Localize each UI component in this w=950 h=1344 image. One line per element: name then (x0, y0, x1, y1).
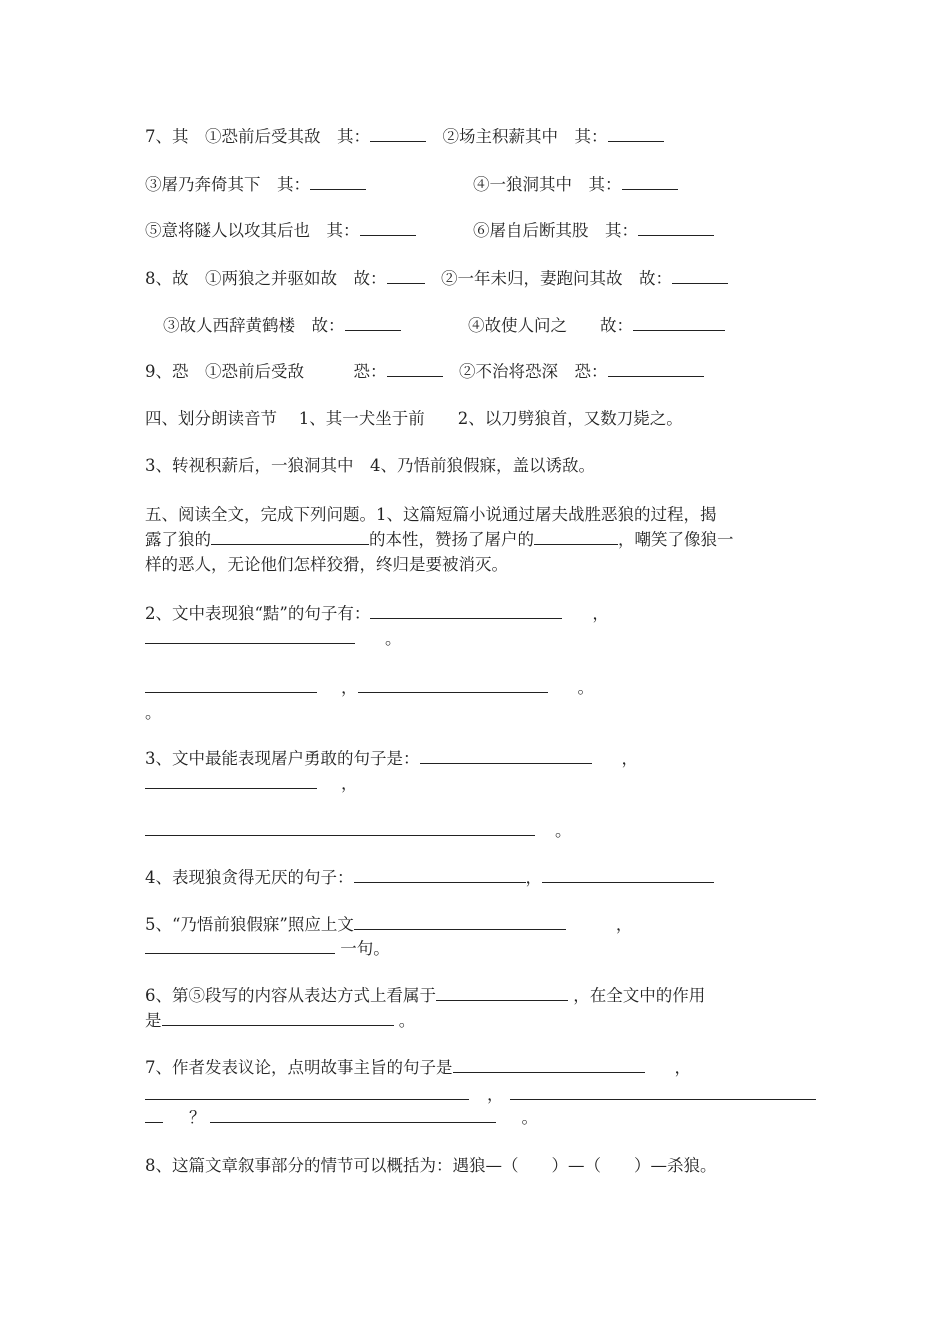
q7-item-1: 7、其 ①恐前后受其敌 其： (145, 127, 370, 146)
comma: ， (674, 1058, 691, 1077)
blank[interactable] (638, 220, 714, 236)
q7-row-2b (473, 174, 678, 196)
blank[interactable] (145, 773, 317, 789)
comma: ， (341, 678, 358, 697)
blank[interactable] (534, 529, 618, 545)
q7-item-3: ③屠乃奔倚其下 其： (145, 175, 310, 194)
period: 。 (577, 678, 594, 697)
blank[interactable] (387, 361, 443, 377)
q3-line-3 (145, 820, 572, 842)
q6-line-1 (145, 985, 705, 1007)
period: 。 (555, 821, 572, 840)
text: 的本性，赞扬了屠户的 (369, 530, 534, 549)
section5-line-3: 样的恶人，无论他们怎样狡猾，终归是要被消灭。 (145, 555, 508, 574)
q2-line-3 (145, 677, 594, 699)
blank[interactable] (145, 1107, 163, 1123)
q7-item-2: ②场主积薪其中 其： (426, 127, 608, 146)
blank[interactable] (162, 1010, 394, 1026)
blank[interactable] (360, 220, 416, 236)
s5-q7-line-1 (145, 1057, 691, 1079)
blank[interactable] (210, 1107, 496, 1123)
q5-line-1 (145, 914, 632, 936)
s5-q8-line: 8、这篇文章叙事部分的情节可以概括为：遇狼—（ ）—（ ）—杀狼。 (145, 1156, 717, 1175)
blank[interactable] (453, 1057, 645, 1073)
q4-line (145, 867, 714, 889)
blank[interactable] (622, 174, 678, 190)
q7-item-6: ⑥屠自后断其股 其： (473, 221, 638, 240)
blank[interactable] (145, 628, 355, 644)
comma: ， (592, 604, 609, 623)
section5-line-1: 五、阅读全文，完成下列问题。1、这篇短篇小说通过屠夫战胜恶狼的过程，揭 (145, 505, 717, 524)
comma: ， (487, 1085, 504, 1104)
text: ，嘲笑了像狼一 (618, 530, 734, 549)
blank[interactable] (345, 315, 401, 331)
period: 。 (385, 629, 402, 648)
q8-row-2b (468, 315, 725, 337)
q3-line-1 (145, 748, 638, 770)
q7-row-1 (145, 126, 664, 148)
blank[interactable] (310, 174, 366, 190)
blank[interactable] (370, 603, 562, 619)
q2-line-1 (145, 603, 609, 625)
blank[interactable] (354, 867, 526, 883)
q3-text: 3、文中最能表现屠户勇敢的句子是： (145, 749, 420, 768)
q5-line-2 (145, 938, 390, 960)
q2-text: 2、文中表现狼“黠”的句子有： (145, 604, 371, 623)
question-mark: ？ (189, 1108, 206, 1127)
section5-line-2 (145, 529, 734, 551)
blank[interactable] (145, 677, 317, 693)
q8-item-3: ③故人西辞黄鹤楼 故： (163, 316, 345, 335)
q7-item-5: ⑤意将隧人以攻其后也 其： (145, 221, 360, 240)
comma: ， (525, 868, 542, 887)
blank[interactable] (420, 748, 592, 764)
blank[interactable] (145, 820, 535, 836)
q9-item-1: 9、恐 ①恐前后受敌 恐： (145, 362, 387, 381)
q4-text: 4、表现狼贪得无厌的句子： (145, 868, 354, 887)
blank[interactable] (510, 1084, 816, 1100)
section4-line-2: 3、转视积薪后，一狼洞其中 4、乃悟前狼假寐，盖以诱敌。 (145, 456, 595, 475)
blank[interactable] (387, 268, 425, 284)
q6-text-3: 是 (145, 1011, 162, 1030)
comma: ， (341, 774, 358, 793)
q5-end: 一句。 (335, 939, 390, 958)
comma: ， (615, 915, 633, 934)
s5-q7-text: 7、作者发表议论，点明故事主旨的句子是 (145, 1058, 453, 1077)
blank[interactable] (633, 315, 725, 331)
q6-text-4: 。 (393, 1011, 416, 1030)
q6-text: 6、第⑤段写的内容从表达方式上看属于 (145, 986, 436, 1005)
s5-q7-line-3 (145, 1107, 538, 1129)
q7-item-4: ④一狼洞其中 其： (473, 175, 622, 194)
period: 。 (521, 1108, 538, 1127)
blank[interactable] (608, 361, 704, 377)
blank[interactable] (354, 914, 566, 930)
q9-row (145, 361, 704, 383)
q6-text-2: ，在全文中的作用 (568, 986, 706, 1005)
q8-row-1 (145, 268, 728, 290)
blank[interactable] (542, 867, 714, 883)
q8-item-1: 8、故 ①两狼之并驱如故 故： (145, 269, 387, 288)
q6-line-2 (145, 1010, 415, 1032)
q9-item-2: ②不治将恐深 恐： (442, 362, 608, 381)
blank[interactable] (211, 529, 369, 545)
q8-row-2 (163, 315, 401, 337)
blank[interactable] (672, 268, 728, 284)
comma: ， (621, 749, 638, 768)
blank[interactable] (608, 126, 664, 142)
q2-line-4: 。 (145, 703, 162, 722)
s5-q7-line-2 (145, 1084, 816, 1106)
q7-row-3b (473, 220, 714, 242)
q7-row-3 (145, 220, 416, 242)
blank[interactable] (145, 1084, 469, 1100)
q3-line-2 (145, 773, 358, 795)
q7-row-2 (145, 174, 366, 196)
blank[interactable] (436, 985, 568, 1001)
blank[interactable] (370, 126, 426, 142)
text: 露了狼的 (145, 530, 211, 549)
blank[interactable] (145, 938, 335, 954)
q5-text: 5、“乃悟前狼假寐”照应上文 (145, 915, 354, 934)
q8-item-4: ④故使人问之 故： (468, 316, 633, 335)
blank[interactable] (358, 677, 548, 693)
q2-line-2 (145, 628, 402, 650)
q8-item-2: ②一年未归，妻跑问其故 故： (424, 269, 672, 288)
section4-line-1: 四、划分朗读音节 1、其一犬坐于前 2、以刀劈狼首，又数刀毙之。 (145, 409, 683, 428)
